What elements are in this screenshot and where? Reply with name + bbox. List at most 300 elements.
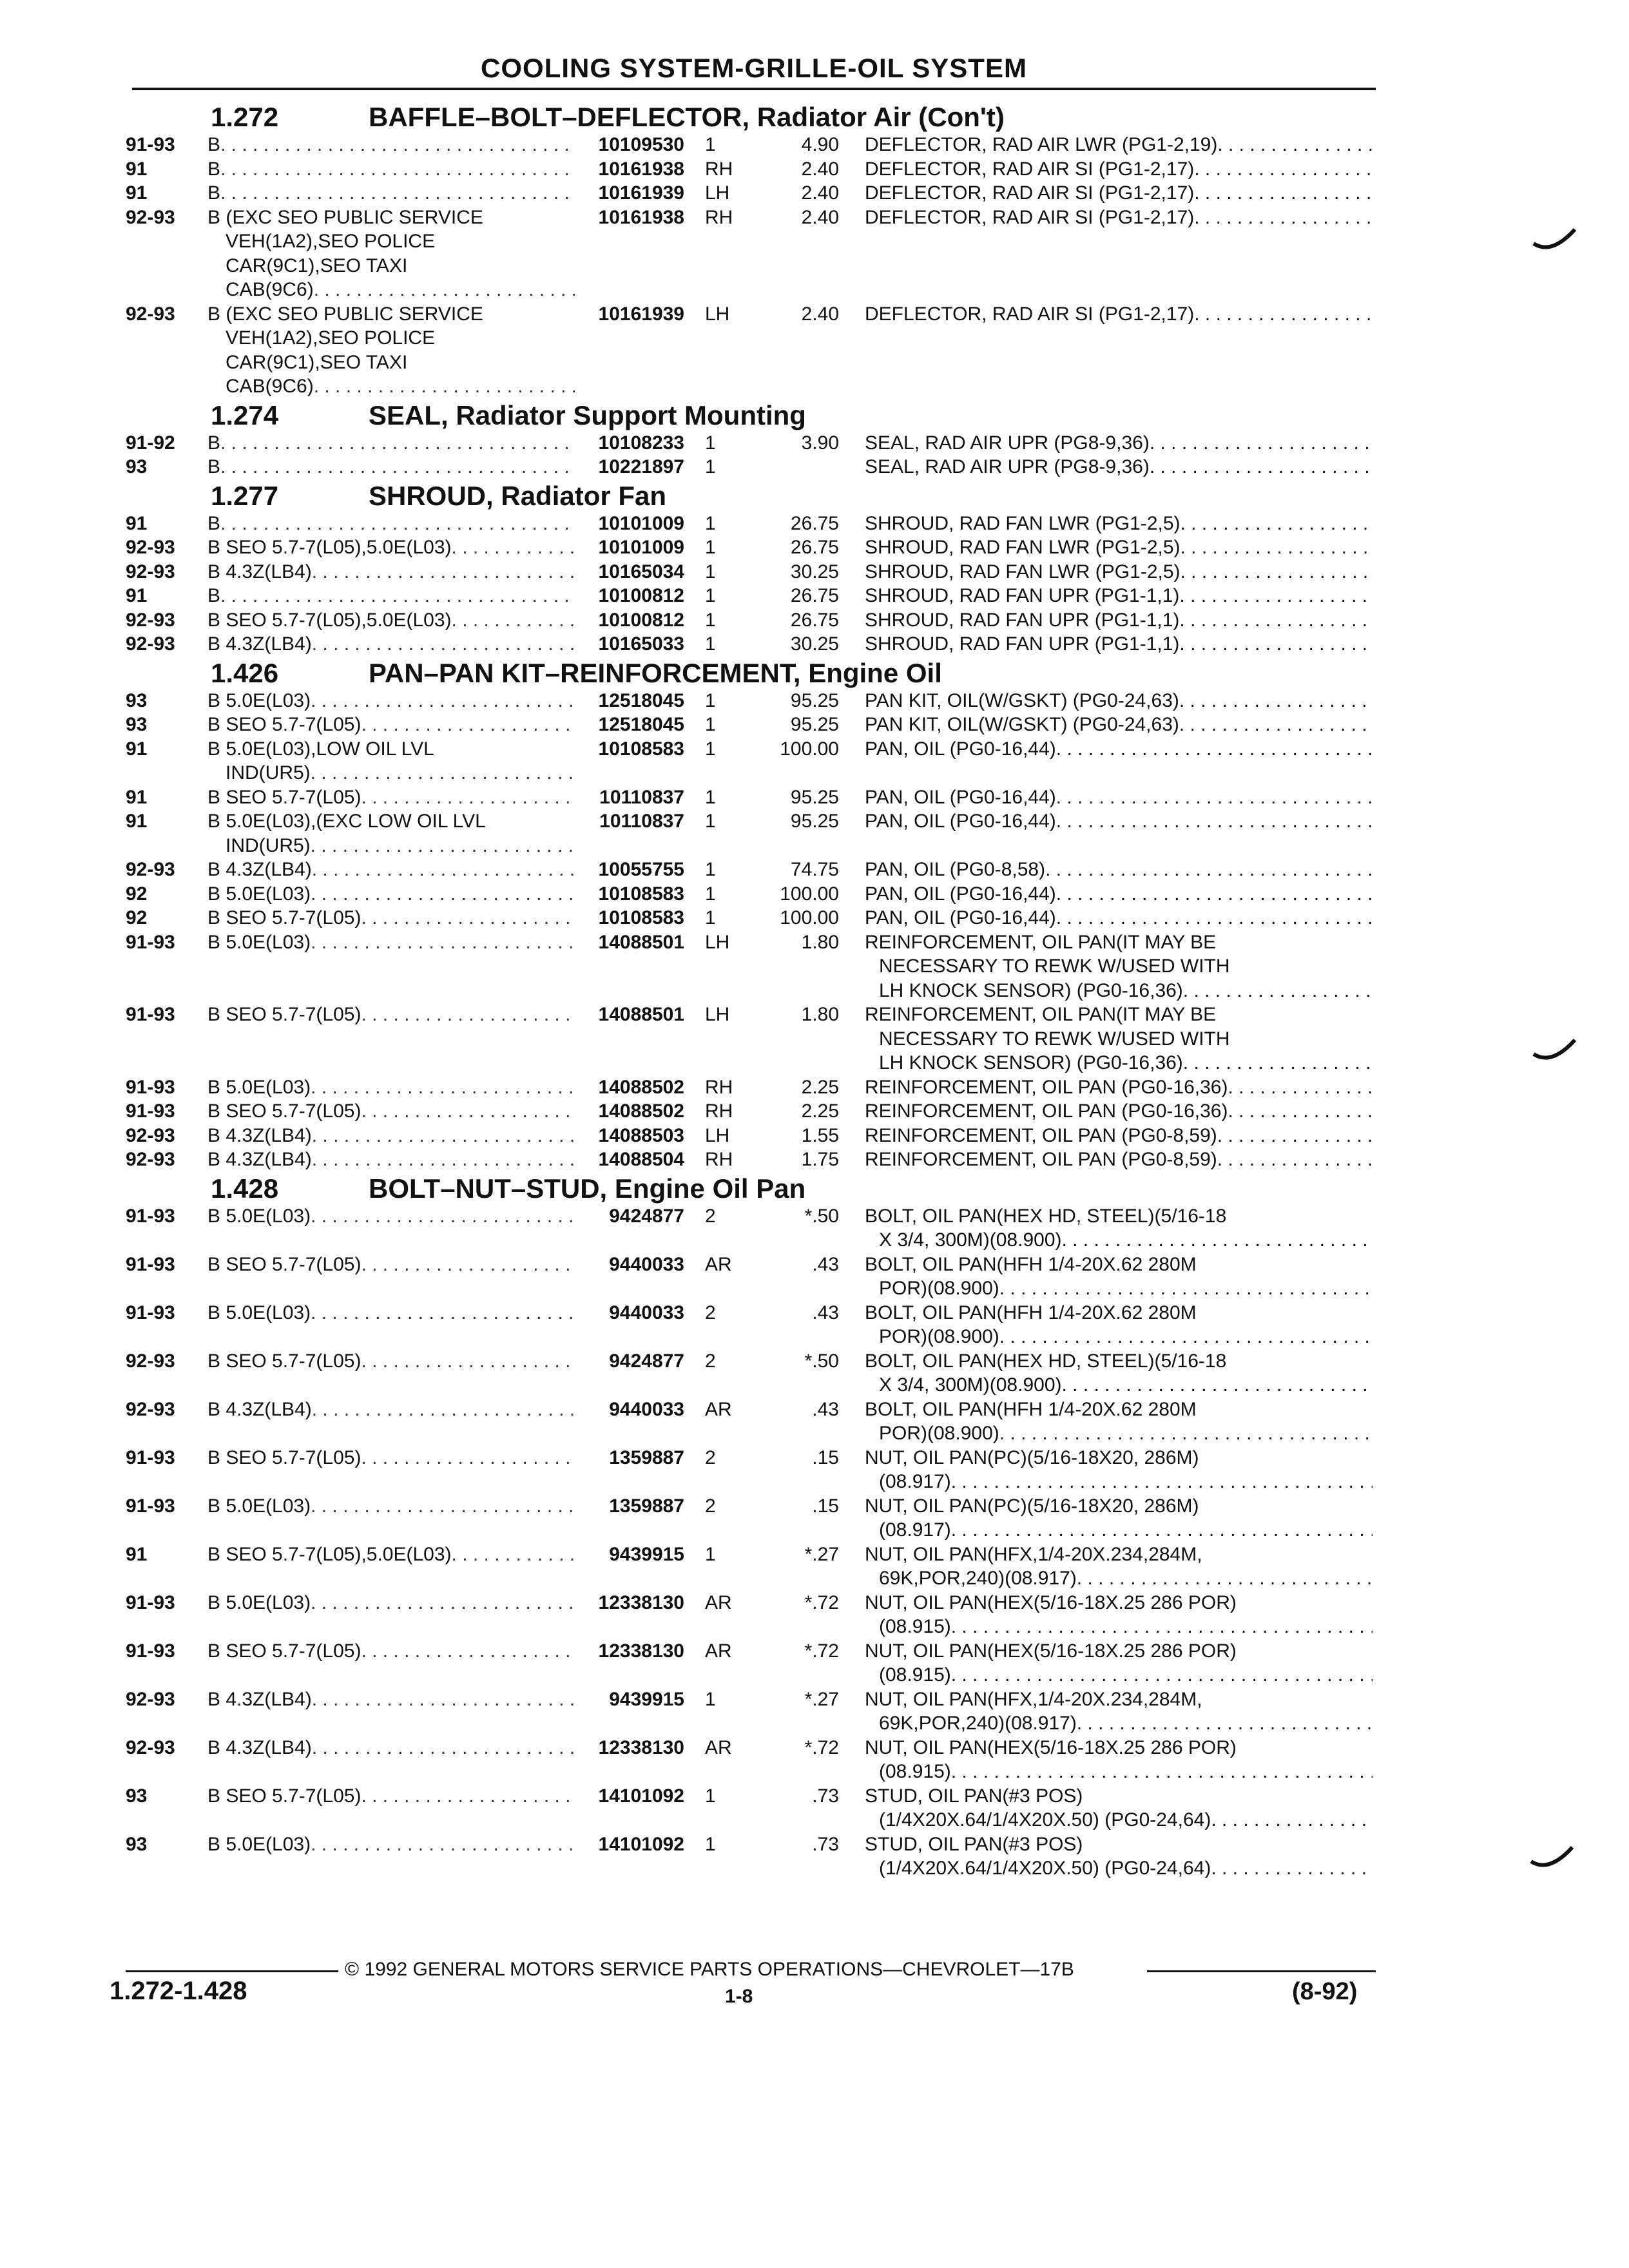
- quantity: 1: [705, 738, 716, 760]
- application-description: [207, 1687, 575, 1736]
- quantity: 2: [705, 1205, 716, 1227]
- section-title: [369, 102, 1005, 133]
- application-text: VEH(1A2),SEO POLICE: [226, 231, 436, 252]
- quantity: 1: [705, 561, 716, 582]
- footer-copyright: © 1992 GENERAL MOTORS SERVICE PARTS OPERATIONS—CHEVROLET—17B: [345, 1959, 1074, 1980]
- part-number: 10109530: [598, 134, 684, 155]
- part-name-text: (08.917): [879, 1519, 951, 1541]
- part-row: [126, 1003, 1373, 1075]
- section-title-sub: Engine Oil: [808, 657, 942, 688]
- application-text: B 5.0E(L03): [207, 931, 311, 953]
- application-text: CAR(9C1),SEO TAXI: [226, 351, 408, 373]
- price: 2.25: [801, 1076, 839, 1098]
- quantity: 1: [705, 689, 716, 711]
- model-year: 92-93: [126, 206, 175, 228]
- price: *.72: [804, 1591, 839, 1613]
- application-description: [207, 1349, 575, 1398]
- part-name-line: [865, 1518, 1373, 1542]
- dot-leader: [361, 906, 575, 930]
- model-year: 91-93: [126, 1591, 175, 1613]
- model-year: 91: [126, 585, 148, 606]
- part-name-line: [865, 785, 1373, 810]
- application-description: [207, 785, 575, 810]
- price: 1.55: [801, 1124, 839, 1146]
- part-name: [865, 1542, 1373, 1591]
- quantity: RH: [705, 1076, 733, 1098]
- part-number: 10108583: [598, 738, 684, 760]
- check-mark-icon: [1530, 1845, 1575, 1870]
- part-name: [865, 1099, 1373, 1124]
- application-text: B 5.0E(L03): [207, 883, 311, 905]
- part-number: 14088502: [598, 1076, 684, 1098]
- application-line: [207, 737, 575, 762]
- part-name: [865, 1687, 1373, 1736]
- application-text: B: [207, 456, 221, 477]
- part-name-text: (08.915): [879, 1616, 951, 1637]
- section-title-sub: Radiator Support Mounting: [456, 399, 806, 430]
- part-name-line: [865, 181, 1373, 206]
- application-line: [207, 761, 575, 785]
- part-name-line: [865, 455, 1373, 479]
- quantity: LH: [705, 1004, 730, 1025]
- part-row: [126, 930, 1373, 1003]
- footer-page-number: 1-8: [725, 1986, 753, 2007]
- part-name-line: [865, 1542, 1373, 1567]
- quantity: RH: [705, 1149, 733, 1170]
- part-name-line: [865, 157, 1373, 182]
- dot-leader: [999, 1325, 1373, 1349]
- section-header: [126, 479, 1373, 512]
- section-title: [369, 658, 942, 689]
- part-name-text: SHROUD, RAD FAN UPR (PG1-1,1): [865, 585, 1180, 606]
- part-name-text: DEFLECTOR, RAD AIR SI (PG1-2,17): [865, 158, 1195, 180]
- part-name-line: [865, 882, 1373, 907]
- application-text: CAB(9C6): [226, 279, 314, 300]
- price: .73: [812, 1833, 839, 1855]
- part-number: 9424877: [609, 1205, 684, 1227]
- part-number: 14088501: [598, 931, 684, 953]
- dot-leader: [1194, 302, 1373, 327]
- dot-leader: [1150, 431, 1373, 456]
- dot-leader: [951, 1663, 1373, 1687]
- application-description: [207, 1075, 575, 1100]
- dot-leader: [220, 181, 575, 206]
- application-text: B SEO 5.7-7(L05),5.0E(L03): [207, 537, 452, 558]
- part-name-line: [865, 1856, 1373, 1881]
- quantity: 1: [705, 537, 716, 558]
- price: 30.25: [790, 633, 839, 655]
- application-line: [207, 374, 575, 399]
- part-row: [126, 1494, 1373, 1542]
- section-header: [126, 1172, 1373, 1204]
- part-row: [126, 906, 1373, 930]
- dot-leader: [361, 713, 575, 737]
- part-name-text: PAN, OIL (PG0-16,44): [865, 907, 1056, 928]
- quantity: 1: [705, 512, 716, 534]
- application-line: [207, 455, 575, 479]
- part-number: 14101092: [598, 1785, 684, 1807]
- part-name-text: (1/4X20X.64/1/4X20X.50) (PG0-24,64): [879, 1858, 1211, 1879]
- price: *.27: [804, 1688, 839, 1710]
- application-text: B 4.3Z(LB4): [207, 1736, 312, 1758]
- model-year: 91-93: [126, 931, 175, 953]
- quantity: RH: [705, 1100, 733, 1122]
- part-name-line: [865, 1711, 1373, 1736]
- dot-leader: [1194, 181, 1373, 206]
- price: 26.75: [790, 537, 839, 558]
- part-name: [865, 302, 1373, 399]
- part-name-text: PAN, OIL (PG0-8,58): [865, 859, 1046, 880]
- part-number: 12338130: [598, 1736, 684, 1758]
- section-header: [126, 101, 1373, 133]
- application-line: [207, 1349, 575, 1374]
- application-text: B 5.0E(L03),LOW OIL LVL: [207, 738, 434, 760]
- application-line: [207, 560, 575, 584]
- part-name-text: REINFORCEMENT, OIL PAN (PG0-8,59): [865, 1124, 1217, 1146]
- application-text: B 5.0E(L03): [207, 1076, 311, 1098]
- part-row: [126, 1253, 1373, 1301]
- part-name-line: [865, 689, 1373, 713]
- part-name-line: [865, 535, 1373, 560]
- application-line: [207, 1639, 575, 1664]
- part-name: [865, 584, 1373, 608]
- part-name: [865, 785, 1373, 810]
- part-name-text: NUT, OIL PAN(HFX,1/4-20X.234,284M,: [865, 1688, 1202, 1710]
- application-text: B 4.3Z(LB4): [207, 859, 312, 880]
- dot-leader: [361, 1099, 575, 1124]
- part-name-text: (08.917): [879, 1471, 951, 1492]
- part-name: [865, 689, 1373, 713]
- application-line: [207, 206, 575, 230]
- part-name-text: NECESSARY TO REWK W/USED WITH: [879, 1028, 1230, 1050]
- part-name-text: (08.915): [879, 1664, 951, 1686]
- dot-leader: [1181, 535, 1373, 560]
- part-name-text: STUD, OIL PAN(#3 POS): [865, 1833, 1083, 1855]
- application-description: [207, 858, 575, 882]
- quantity: 2: [705, 1446, 716, 1468]
- application-text: B 4.3Z(LB4): [207, 1398, 312, 1420]
- part-number: 10055755: [598, 859, 684, 880]
- part-name-line: [865, 1027, 1373, 1052]
- part-name-text: SHROUD, RAD FAN UPR (PG1-1,1): [865, 633, 1180, 655]
- price: 95.25: [790, 811, 839, 832]
- part-name-line: [865, 133, 1373, 157]
- part-name-line: [865, 1784, 1373, 1809]
- part-row: [126, 1148, 1373, 1172]
- quantity: LH: [705, 931, 730, 953]
- quantity: AR: [705, 1591, 732, 1613]
- part-name: [865, 858, 1373, 882]
- application-description: [207, 455, 575, 479]
- model-year: 93: [126, 1833, 148, 1855]
- application-text: B SEO 5.7-7(L05),5.0E(L03): [207, 609, 452, 631]
- dot-leader: [1211, 1808, 1373, 1832]
- part-name-text: NUT, OIL PAN(HFX,1/4-20X.234,284M,: [865, 1543, 1202, 1565]
- page-title: COOLING SYSTEM-GRILLE-OIL SYSTEM: [481, 53, 1027, 83]
- application-text: B 5.0E(L03): [207, 1833, 311, 1855]
- quantity: 2: [705, 1350, 716, 1372]
- application-text: B: [207, 182, 221, 204]
- part-name: [865, 632, 1373, 657]
- dot-leader: [1062, 1373, 1373, 1398]
- application-description: [207, 608, 575, 633]
- part-name-line: [865, 1148, 1373, 1172]
- application-line: [207, 326, 575, 351]
- dot-leader: [311, 1591, 575, 1615]
- model-year: 92-93: [126, 1398, 175, 1420]
- part-name-line: [865, 1124, 1373, 1148]
- price: .43: [812, 1398, 839, 1420]
- price: 4.90: [801, 134, 839, 155]
- part-name: [865, 1736, 1373, 1784]
- application-text: B 5.0E(L03): [207, 1205, 311, 1227]
- part-row: [126, 1639, 1373, 1687]
- application-description: [207, 689, 575, 713]
- dot-leader: [361, 1639, 575, 1664]
- part-name-text: DEFLECTOR, RAD AIR SI (PG1-2,17): [865, 182, 1195, 204]
- dot-leader: [1217, 1124, 1373, 1148]
- part-name-line: [865, 1253, 1373, 1277]
- model-year: 91: [126, 1543, 148, 1565]
- application-text: B SEO 5.7-7(L05): [207, 1100, 361, 1122]
- part-name-line: [865, 1832, 1373, 1857]
- application-text: B 5.0E(L03): [207, 1302, 311, 1323]
- application-line: [207, 1301, 575, 1325]
- price: *.50: [804, 1350, 839, 1372]
- dot-leader: [312, 1736, 575, 1760]
- part-name-text: PAN, OIL (PG0-16,44): [865, 738, 1056, 760]
- application-line: [207, 1204, 575, 1229]
- price: 95.25: [790, 689, 839, 711]
- price: *.72: [804, 1736, 839, 1758]
- application-line: [207, 858, 575, 882]
- section-title-main: BAFFLE–BOLT–DEFLECTOR,: [369, 102, 750, 132]
- part-row: [126, 584, 1373, 608]
- part-name-line: [865, 1566, 1373, 1591]
- part-name-text: REINFORCEMENT, OIL PAN (PG0-8,59): [865, 1149, 1217, 1170]
- part-name-text: POR)(08.900): [879, 1278, 999, 1299]
- price: 95.25: [790, 786, 839, 808]
- part-name: [865, 1494, 1373, 1542]
- part-name-line: [865, 1615, 1373, 1639]
- dot-leader: [999, 1276, 1373, 1301]
- quantity: 1: [705, 1833, 716, 1855]
- part-name-text: SEAL, RAD AIR UPR (PG8-9,36): [865, 456, 1150, 477]
- dot-leader: [1228, 1075, 1373, 1100]
- dot-leader: [311, 930, 575, 955]
- part-name: [865, 181, 1373, 206]
- part-name-text: SHROUD, RAD FAN UPR (PG1-1,1): [865, 609, 1180, 631]
- application-description: [207, 1542, 575, 1591]
- quantity: 1: [705, 633, 716, 655]
- dot-leader: [312, 1148, 575, 1172]
- part-number: 14101092: [598, 1833, 684, 1855]
- model-year: 93: [126, 456, 148, 477]
- quantity: 1: [705, 585, 716, 606]
- part-name-text: REINFORCEMENT, OIL PAN(IT MAY BE: [865, 931, 1217, 953]
- application-line: [207, 431, 575, 456]
- model-year: 91-93: [126, 1495, 175, 1517]
- application-text: VEH(1A2),SEO POLICE: [226, 327, 436, 349]
- model-year: 92-93: [126, 561, 175, 582]
- quantity: 2: [705, 1495, 716, 1517]
- quantity: 2: [705, 1302, 716, 1323]
- part-row: [126, 1398, 1373, 1446]
- part-name-text: BOLT, OIL PAN(HEX HD, STEEL)(5/16-18: [865, 1205, 1227, 1227]
- model-year: 91-93: [126, 1100, 175, 1122]
- part-number: 10165033: [598, 633, 684, 655]
- part-name-text: NECESSARY TO REWK W/USED WITH: [879, 956, 1230, 977]
- quantity: 1: [705, 714, 716, 735]
- application-line: [207, 689, 575, 713]
- part-name-line: [865, 302, 1373, 327]
- part-name-text: SEAL, RAD AIR UPR (PG8-9,36): [865, 432, 1150, 454]
- part-row: [126, 1591, 1373, 1639]
- part-name-text: 69K,POR,240)(08.917): [879, 1568, 1077, 1589]
- part-name: [865, 1204, 1373, 1253]
- price: 2.25: [801, 1100, 839, 1122]
- dot-leader: [452, 535, 575, 560]
- price: 100.00: [780, 883, 839, 905]
- dot-leader: [1181, 512, 1373, 536]
- price: 2.40: [801, 206, 839, 228]
- part-name: [865, 882, 1373, 907]
- quantity: AR: [705, 1253, 732, 1275]
- part-name: [865, 1591, 1373, 1639]
- part-number: 1359887: [609, 1446, 684, 1468]
- model-year: 91-93: [126, 1640, 175, 1662]
- quantity: 1: [705, 456, 716, 477]
- price: .43: [812, 1302, 839, 1323]
- application-line: [207, 278, 575, 302]
- quantity: 1: [705, 1688, 716, 1710]
- model-year: 91-93: [126, 134, 175, 155]
- part-name-text: NUT, OIL PAN(PC)(5/16-18X20, 286M): [865, 1495, 1199, 1517]
- application-description: [207, 906, 575, 930]
- application-text: B: [207, 512, 221, 534]
- price: *.50: [804, 1205, 839, 1227]
- part-row: [126, 882, 1373, 907]
- part-name-text: (1/4X20X.64/1/4X20X.50) (PG0-24,64): [879, 1809, 1211, 1831]
- part-name: [865, 1075, 1373, 1100]
- price: 26.75: [790, 512, 839, 534]
- part-name-text: SHROUD, RAD FAN LWR (PG1-2,5): [865, 512, 1181, 534]
- model-year: 91-93: [126, 1004, 175, 1025]
- application-line: [207, 1099, 575, 1124]
- part-name-line: [865, 1051, 1373, 1075]
- application-text: B (EXC SEO PUBLIC SERVICE: [207, 206, 483, 228]
- model-year: 92-93: [126, 1124, 175, 1146]
- dot-leader: [361, 1349, 575, 1374]
- model-year: 91: [126, 811, 148, 832]
- model-year: 91-93: [126, 1076, 175, 1098]
- part-number: 10110837: [599, 786, 684, 808]
- quantity: 1: [705, 907, 716, 928]
- part-number: 10101009: [598, 537, 684, 558]
- part-number: 10101009: [598, 512, 684, 534]
- dot-leader: [1056, 809, 1373, 834]
- part-name-text: NUT, OIL PAN(PC)(5/16-18X20, 286M): [865, 1446, 1199, 1468]
- price: .15: [812, 1495, 839, 1517]
- application-text: B 4.3Z(LB4): [207, 561, 312, 582]
- section-title-sub: Engine Oil Pan: [614, 1173, 806, 1204]
- application-text: B 4.3Z(LB4): [207, 1149, 312, 1170]
- application-description: [207, 1639, 575, 1687]
- part-number: 10161938: [598, 158, 684, 180]
- application-description: [207, 181, 575, 206]
- part-name: [865, 455, 1373, 479]
- part-row: [126, 1124, 1373, 1148]
- part-name: [865, 535, 1373, 560]
- dot-leader: [1179, 689, 1373, 713]
- application-text: B SEO 5.7-7(L05): [207, 1253, 361, 1275]
- part-name-line: [865, 206, 1373, 230]
- dot-leader: [452, 608, 575, 633]
- part-name: [865, 737, 1373, 785]
- part-name-text: PAN KIT, OIL(W/GSKT) (PG0-24,63): [865, 714, 1179, 735]
- dot-leader: [314, 278, 575, 302]
- part-name-text: SHROUD, RAD FAN LWR (PG1-2,5): [865, 537, 1181, 558]
- application-line: [207, 1687, 575, 1712]
- part-name-text: LH KNOCK SENSOR) (PG0-16,36): [879, 979, 1183, 1001]
- part-number: 10221897: [598, 456, 684, 477]
- part-name-text: LH KNOCK SENSOR) (PG0-16,36): [879, 1052, 1183, 1073]
- price: .73: [812, 1785, 839, 1807]
- application-line: [207, 1784, 575, 1809]
- part-name: [865, 1349, 1373, 1398]
- part-name-text: DEFLECTOR, RAD AIR LWR (PG1-2,19): [865, 134, 1218, 155]
- part-name-line: [865, 608, 1373, 633]
- part-name: [865, 1832, 1373, 1881]
- part-number: 9439915: [609, 1543, 684, 1565]
- dot-leader: [311, 761, 575, 785]
- dot-leader: [220, 133, 575, 157]
- part-number: 10161938: [598, 206, 684, 228]
- part-name: [865, 809, 1373, 858]
- dot-leader: [999, 1421, 1373, 1446]
- dot-leader: [1045, 858, 1373, 882]
- part-name-line: [865, 1494, 1373, 1519]
- quantity: 1: [705, 786, 716, 808]
- part-name-line: [865, 1398, 1373, 1422]
- model-year: 91-93: [126, 1253, 175, 1275]
- part-number: 9424877: [609, 1350, 684, 1372]
- model-year: 91-93: [126, 1446, 175, 1468]
- dot-leader: [951, 1615, 1373, 1639]
- section-title: [369, 481, 666, 512]
- part-row: [126, 1687, 1373, 1736]
- dot-leader: [1228, 1099, 1373, 1124]
- application-line: [207, 181, 575, 206]
- part-name: [865, 1784, 1373, 1832]
- quantity: 1: [705, 134, 716, 155]
- section-number: 1.428: [211, 1173, 279, 1204]
- price: 1.75: [801, 1149, 839, 1170]
- part-number: 14088503: [598, 1124, 684, 1146]
- price: 95.25: [790, 714, 839, 735]
- part-name-line: [865, 512, 1373, 536]
- quantity: 1: [705, 811, 716, 832]
- dot-leader: [1194, 157, 1373, 182]
- part-row: [126, 858, 1373, 882]
- application-line: [207, 254, 575, 278]
- application-description: [207, 1204, 575, 1253]
- part-name-line: [865, 1276, 1373, 1301]
- part-number: 1359887: [609, 1495, 684, 1517]
- part-name-text: SHROUD, RAD FAN LWR (PG1-2,5): [865, 561, 1181, 582]
- part-name-line: [865, 584, 1373, 608]
- model-year: 93: [126, 714, 148, 735]
